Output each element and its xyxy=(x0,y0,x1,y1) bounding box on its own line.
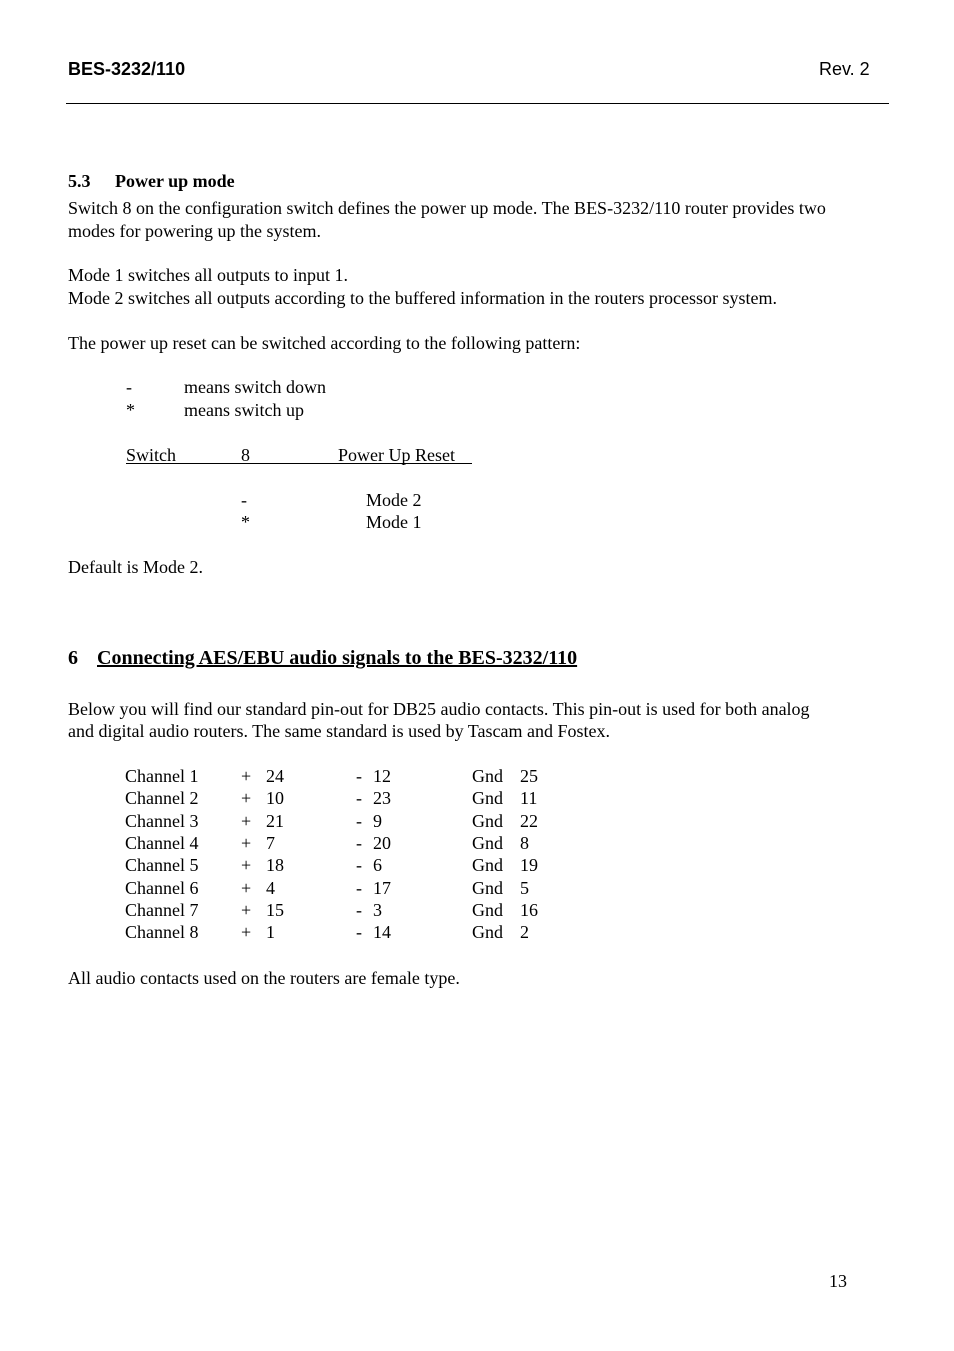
minus-sign: - xyxy=(356,855,362,875)
document-id: BES-3232/110 xyxy=(68,59,186,79)
revision-label: Rev. 2 xyxy=(819,59,870,79)
default-mode-note: Default is Mode 2. xyxy=(68,557,203,577)
legend-symbol: - xyxy=(126,377,132,397)
plus-pin: 21 xyxy=(266,811,284,831)
section-5-3-title: Power up mode xyxy=(115,171,235,191)
plus-pin: 15 xyxy=(266,900,284,920)
paragraph-line: modes for powering up the system. xyxy=(68,221,321,241)
mode-1-description: Mode 1 switches all outputs to input 1. xyxy=(68,265,348,285)
gnd-label: Gnd xyxy=(472,833,503,853)
gnd-pin: 16 xyxy=(520,900,538,920)
gnd-pin: 2 xyxy=(520,922,529,942)
section-6-number: 6 xyxy=(68,647,78,669)
plus-sign: + xyxy=(241,878,252,898)
gnd-label: Gnd xyxy=(472,811,503,831)
minus-pin: 6 xyxy=(373,855,382,875)
switch-column-header: Switch xyxy=(126,445,177,465)
channel-label: Channel 6 xyxy=(125,878,199,898)
gnd-pin: 22 xyxy=(520,811,538,831)
minus-pin: 17 xyxy=(373,878,391,898)
legend-meaning: means switch up xyxy=(184,400,304,420)
plus-sign: + xyxy=(241,833,252,853)
mode-2-description: Mode 2 switches all outputs according to the buffered information in the routers processor system. xyxy=(68,288,778,308)
gnd-pin: 5 xyxy=(520,878,529,898)
plus-sign: + xyxy=(241,855,252,875)
header-rule xyxy=(66,103,889,104)
gnd-label: Gnd xyxy=(472,788,503,808)
gnd-pin: 11 xyxy=(520,788,538,808)
plus-pin: 10 xyxy=(266,788,284,808)
female-contacts-note: All audio contacts used on the routers are female type. xyxy=(68,968,460,988)
minus-sign: - xyxy=(356,900,362,920)
minus-pin: 3 xyxy=(373,900,382,920)
section-5-3-number: 5.3 xyxy=(68,171,91,191)
plus-pin: 7 xyxy=(266,833,275,853)
minus-sign: - xyxy=(356,922,362,942)
channel-label: Channel 1 xyxy=(125,766,199,786)
switch-mode: Mode 1 xyxy=(366,512,422,532)
minus-sign: - xyxy=(356,833,362,853)
gnd-label: Gnd xyxy=(472,878,503,898)
minus-sign: - xyxy=(356,811,362,831)
channel-label: Channel 5 xyxy=(125,855,199,875)
plus-pin: 4 xyxy=(266,878,275,898)
minus-pin: 20 xyxy=(373,833,391,853)
page-number: 13 xyxy=(829,1271,847,1291)
plus-pin: 18 xyxy=(266,855,284,875)
gnd-label: Gnd xyxy=(472,855,503,875)
gnd-pin: 25 xyxy=(520,766,538,786)
legend-symbol: * xyxy=(126,400,135,420)
channel-label: Channel 4 xyxy=(125,833,199,853)
legend-meaning: means switch down xyxy=(184,377,326,397)
gnd-pin: 8 xyxy=(520,833,529,853)
power-up-reset-header: Power Up Reset xyxy=(338,445,455,465)
gnd-label: Gnd xyxy=(472,922,503,942)
channel-label: Channel 7 xyxy=(125,900,199,920)
switch-mode: Mode 2 xyxy=(366,490,422,510)
switch-state: * xyxy=(241,512,250,532)
paragraph-line: Switch 8 on the configuration switch defines the power up mode. The BES-3232/110 router provides two xyxy=(68,198,826,218)
channel-label: Channel 2 xyxy=(125,788,199,808)
minus-pin: 14 xyxy=(373,922,391,942)
channel-label: Channel 8 xyxy=(125,922,199,942)
paragraph-line: and digital audio routers. The same standard is used by Tascam and Fostex. xyxy=(68,721,610,741)
minus-sign: - xyxy=(356,878,362,898)
channel-label: Channel 3 xyxy=(125,811,199,831)
switch-state: - xyxy=(241,490,247,510)
plus-sign: + xyxy=(241,900,252,920)
switch-table-header-underline xyxy=(126,463,472,464)
plus-sign: + xyxy=(241,811,252,831)
plus-sign: + xyxy=(241,766,252,786)
pattern-intro: The power up reset can be switched according to the following pattern: xyxy=(68,333,581,353)
gnd-label: Gnd xyxy=(472,766,503,786)
switch-number-header: 8 xyxy=(241,445,250,465)
plus-sign: + xyxy=(241,788,252,808)
minus-pin: 23 xyxy=(373,788,391,808)
paragraph-line: Below you will find our standard pin-out for DB25 audio contacts. This pin-out is used for both analog xyxy=(68,699,810,719)
plus-pin: 1 xyxy=(266,922,275,942)
minus-pin: 9 xyxy=(373,811,382,831)
section-6-title: Connecting AES/EBU audio signals to the BES-3232/110 xyxy=(97,647,578,669)
gnd-pin: 19 xyxy=(520,855,538,875)
minus-sign: - xyxy=(356,766,362,786)
plus-sign: + xyxy=(241,922,252,942)
minus-pin: 12 xyxy=(373,766,391,786)
plus-pin: 24 xyxy=(266,766,284,786)
minus-sign: - xyxy=(356,788,362,808)
gnd-label: Gnd xyxy=(472,900,503,920)
